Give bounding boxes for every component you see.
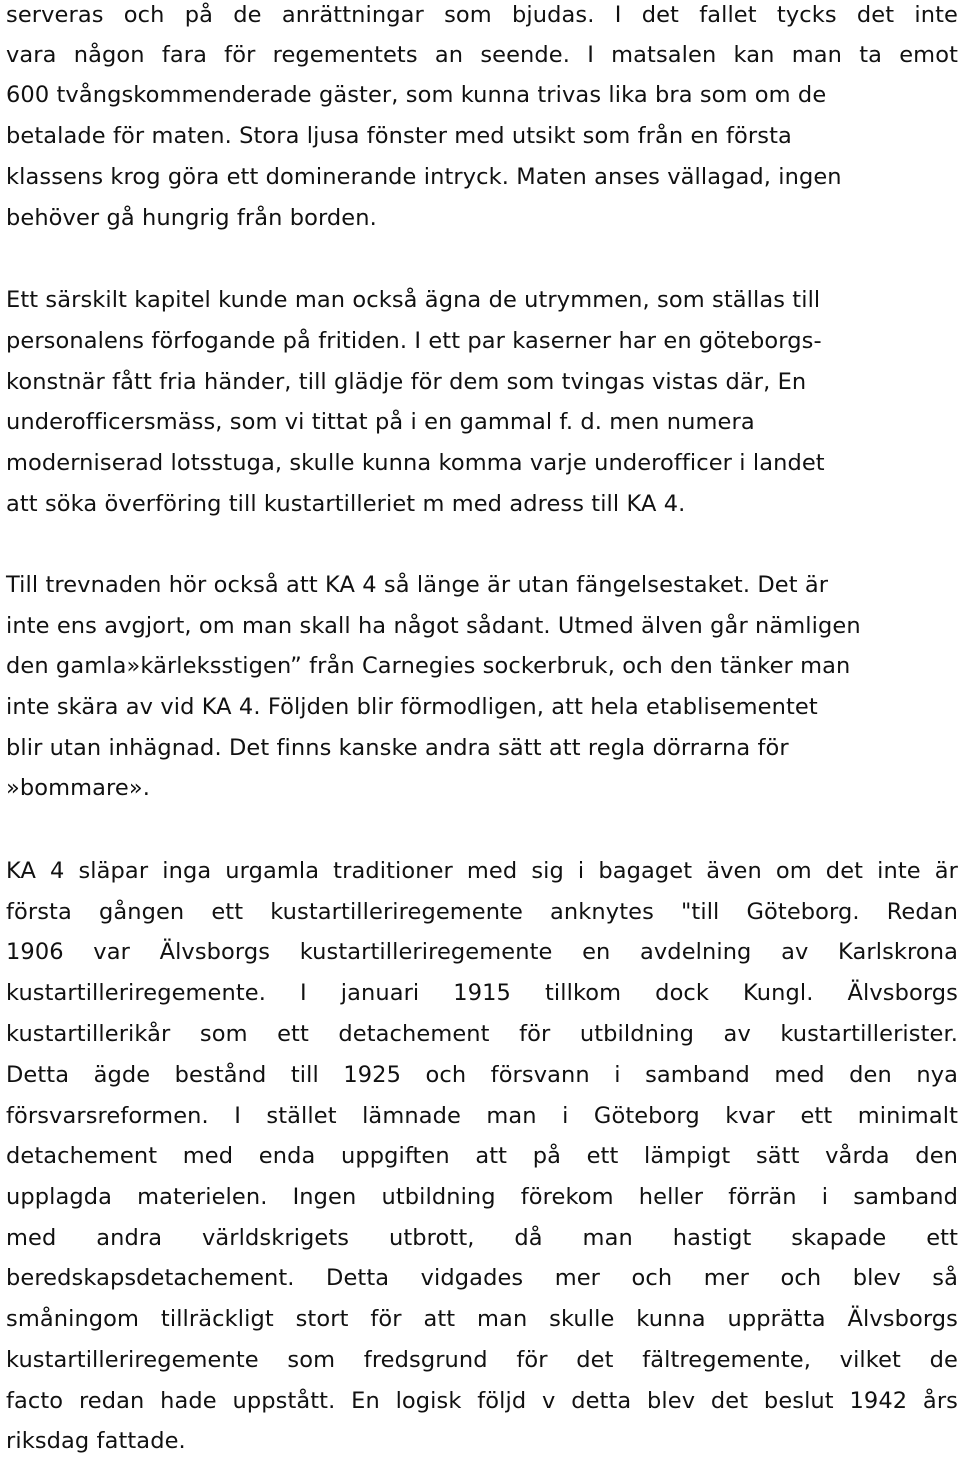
text-line: småningom tillräckligt stort för att man skulle kunna upprätta Älvsborgs bbox=[6, 1306, 958, 1332]
text-line: konstnär fått fria händer, till glädje för dem som tvingas vistas där, En bbox=[6, 369, 807, 395]
text-line: inte ens avgjort, om man skall ha något sådant. Utmed älven går nämligen bbox=[6, 613, 861, 639]
text-line: kustartilleriregemente. I januari 1915 tillkom dock Kungl. Älvsborgs bbox=[6, 980, 958, 1006]
text-line: att söka överföring till kustartilleriet m med adress till KA 4. bbox=[6, 491, 686, 517]
text-line: inte skära av vid KA 4. Följden blir förmodligen, att hela etablisementet bbox=[6, 694, 818, 720]
text-line: Ett särskilt kapitel kunde man också ägna de utrymmen, som ställas till bbox=[6, 287, 821, 313]
text-line: kustartillerikår som ett detachement för utbildning av kustartillerister. bbox=[6, 1021, 958, 1047]
text-line: den gamla»kärleksstigen” från Carnegies sockerbruk, och den tänker man bbox=[6, 653, 851, 679]
text-line: »bommare». bbox=[6, 775, 150, 801]
text-line: vara någon fara för regementets an seende. I matsalen kan man ta emot bbox=[6, 42, 958, 68]
text-line: klassens krog göra ett dominerande intryck. Maten anses vällagad, ingen bbox=[6, 164, 842, 190]
text-line: detachement med enda uppgiften att på ett lämpigt sätt vårda den bbox=[6, 1143, 958, 1169]
text-line: betalade för maten. Stora ljusa fönster med utsikt som från en första bbox=[6, 123, 792, 149]
text-line: Detta ägde bestånd till 1925 och försvann i samband med den nya bbox=[6, 1062, 958, 1088]
text-line: KA 4 släpar inga urgamla traditioner med sig i bagaget även om det inte är bbox=[6, 858, 958, 884]
text-line: Till trevnaden hör också att KA 4 så länge är utan fängelsestaket. Det är bbox=[6, 572, 829, 598]
text-line: blir utan inhägnad. Det finns kanske andra sätt att regla dörrarna för bbox=[6, 735, 789, 761]
text-line: upplagda materielen. Ingen utbildning förekom heller förrän i samband bbox=[6, 1184, 958, 1210]
text-line: riksdag fattade. bbox=[6, 1428, 186, 1454]
text-line: försvarsreformen. I stället lämnade man i Göteborg kvar ett minimalt bbox=[6, 1103, 958, 1129]
text-line: beredskapsdetachement. Detta vidgades mer och mer och blev så bbox=[6, 1265, 958, 1291]
text-line: 600 tvångskommenderade gäster, som kunna trivas lika bra som om de bbox=[6, 82, 827, 108]
text-line: med andra världskrigets utbrott, då man hastigt skapade ett bbox=[6, 1225, 958, 1251]
text-line: underofficersmäss, som vi tittat på i en gammal f. d. men numera bbox=[6, 409, 755, 435]
text-line: serveras och på de anrättningar som bjudas. I det fallet tycks det inte bbox=[6, 2, 958, 28]
text-line: facto redan hade uppstått. En logisk följd v detta blev det beslut 1942 års bbox=[6, 1388, 958, 1414]
text-line: moderniserad lotsstuga, skulle kunna komma varje underofficer i landet bbox=[6, 450, 825, 476]
text-line: behöver gå hungrig från borden. bbox=[6, 205, 377, 231]
text-line: kustartilleriregemente som fredsgrund för det fältregemente, vilket de bbox=[6, 1347, 958, 1373]
text-line: 1906 var Älvsborgs kustartilleriregemente en avdelning av Karlskrona bbox=[6, 939, 958, 965]
text-line: personalens förfogande på fritiden. I ett par kaserner har en göteborgs- bbox=[6, 328, 822, 354]
text-line: första gången ett kustartilleriregemente anknytes "till Göteborg. Redan bbox=[6, 899, 958, 925]
